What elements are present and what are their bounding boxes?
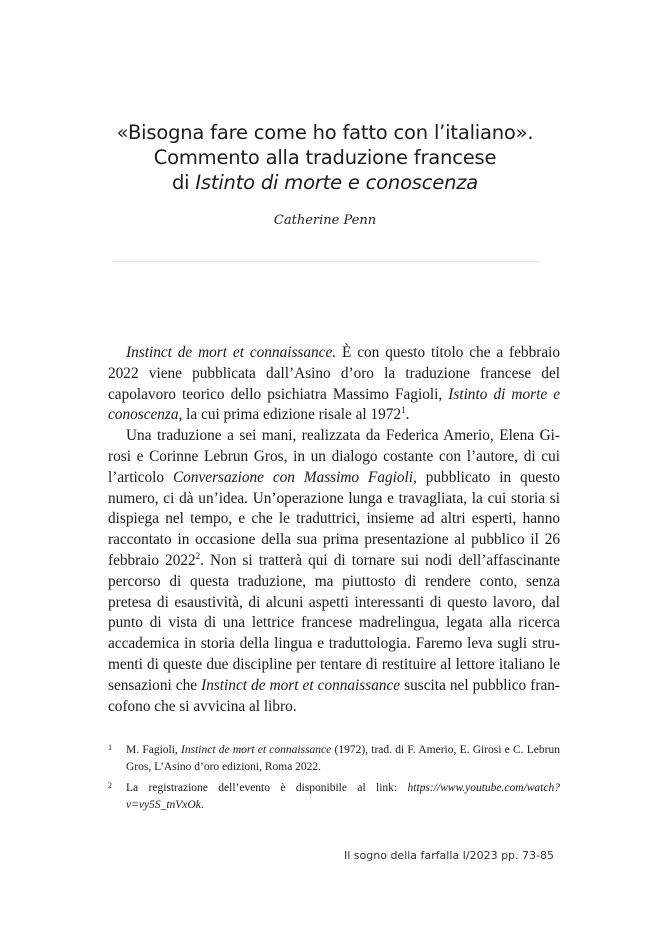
paragraph-1-text-b: la cui prima edizione risale al 1972 xyxy=(182,406,402,424)
title-book-name: Istinto di morte e conoscenza xyxy=(195,171,479,194)
paragraph-1-italic-book: Istinto di morte e conoscenza, xyxy=(108,385,560,424)
paragraph-1-italic-title: Instinct de mort et connaissance. xyxy=(126,344,337,361)
paragraph-2-text-d: suscita nel pubblico francofono che si avvicina al libro. xyxy=(108,676,560,715)
footnote-ref-2[interactable]: 2 xyxy=(195,550,201,561)
footnote-1-italic: Instinct de mort et connaissance xyxy=(181,744,332,756)
footnote-1-text-b: (1972), trad. di F. Amerio, E. Girosi e C. Lebrun Gros, L’Asino d’oro edizioni, Roma 2022. xyxy=(126,744,560,773)
article-title xyxy=(60,120,590,195)
paragraph-2 xyxy=(108,426,560,717)
paragraph-2-italic-title: Instinct de mort et connaissance xyxy=(201,676,401,694)
footnotes xyxy=(108,742,560,818)
title-divider xyxy=(112,261,540,262)
paragraph-1-text-a: È con questo titolo che a febbraio 2022 viene pubblicata dall’Asino d’oro la traduzione francese del capolavoro teorico dello psichiatra Massimo Fagioli, xyxy=(108,344,561,403)
title-line-2: Commento alla traduzione francese xyxy=(153,146,497,169)
paragraph-2-text-b: pubblicato in questo numero, ci dà un’idea. Un’operazione lunga e travagliata, la cui storia si dispiega nel tempo, e che le traduttrici, insieme ad altri esperti, hanno raccontato in occasione della sua prima presentazione al pubblico il 26 febbraio 2022 xyxy=(108,468,560,569)
footnote-2-text xyxy=(126,780,560,814)
paragraph-2-italic-article: Conversazione con Massimo Fagioli, xyxy=(172,468,417,486)
article-body xyxy=(108,343,560,717)
footnote-2-text-a: La registrazione dell’evento è disponibile al link: xyxy=(126,782,408,794)
paragraph-1 xyxy=(108,343,560,426)
running-footer: Il sogno della farfalla I/2023 pp. 73-85 xyxy=(344,849,554,862)
paragraph-1-text-c: . xyxy=(405,406,410,424)
paragraph-2-text-a: Una traduzione a sei mani, realizzata da Federica Amerio, Elena Girosi e Corinne Lebrun Gros, in un dialogo costante con l’autore, di cui l’articolo xyxy=(108,427,560,486)
footnote-1-number: 1 xyxy=(108,743,112,752)
footnote-2-text-b: . xyxy=(200,799,204,811)
title-line-1: «Bisogna fare come ho fatto con l’italiano». xyxy=(116,121,534,144)
footnote-1-text-a: M. Fagioli, xyxy=(126,744,182,756)
footnote-2-link[interactable]: https://www.youtube.com/watch?v=vy5S_tnVxOk xyxy=(126,782,560,811)
title-line-3-prefix: di xyxy=(171,171,196,194)
footnote-2 xyxy=(108,780,560,814)
author-name: Catherine Penn xyxy=(273,213,377,228)
footnote-1 xyxy=(108,742,560,776)
footnote-ref-1[interactable]: 1 xyxy=(401,405,406,416)
footnote-2-number: 2 xyxy=(108,781,112,790)
title-line-3 xyxy=(60,170,590,195)
footnote-1-text xyxy=(126,742,560,776)
paragraph-2-text-c: . Non si tratterà qui di tornare sui nodi dell’affascinante percorso di questa traduzione, ma piuttosto di rendere conto, senza pretesa di esaustività, di alcuni aspetti interessanti di questo lavoro, dal punto di vista di una lettrice francese madrelingua, legata alla ricerca accademica in storia della lingua e traduttologia. Faremo leva sugli strumenti di queste due discipline per tentare di restituire al lettore italiano le sensazioni che xyxy=(108,551,560,694)
